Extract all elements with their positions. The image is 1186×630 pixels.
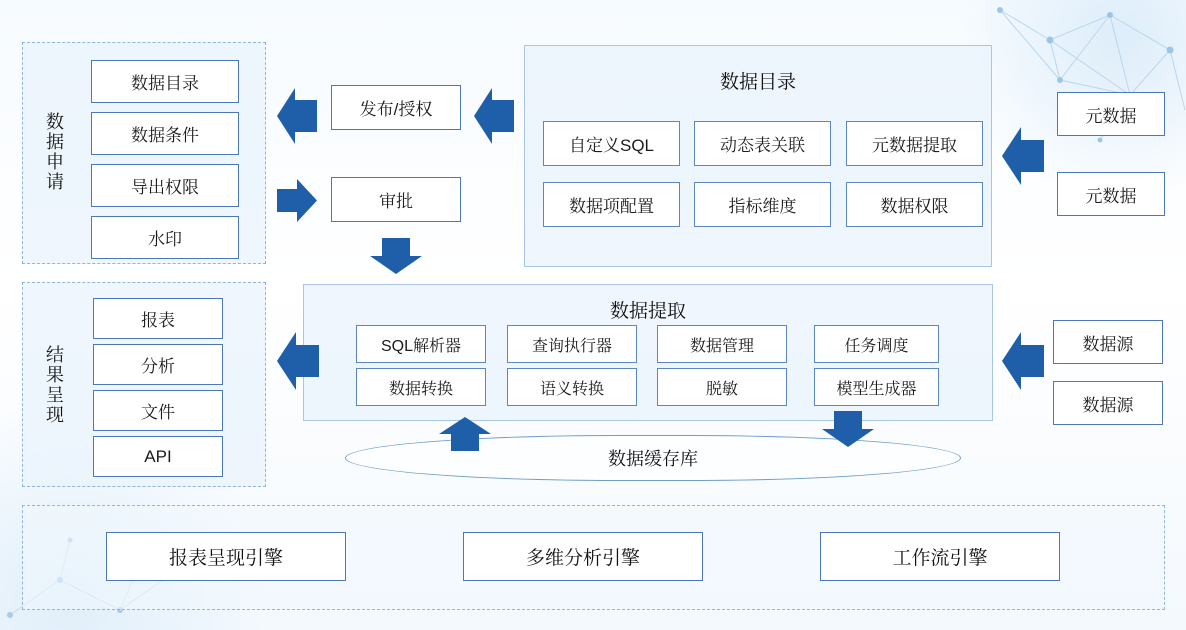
cell-data-catalog-apply[interactable]: 数据目录	[91, 60, 239, 103]
cell-data-management[interactable]: 数据管理	[657, 325, 787, 363]
cell-data-permission[interactable]: 数据权限	[846, 182, 983, 227]
cell-data-transform[interactable]: 数据转换	[356, 368, 486, 406]
cell-olap-engine[interactable]: 多维分析引擎	[463, 532, 703, 581]
arrow-approve-to-extract	[368, 236, 424, 276]
arrow-application-to-approve	[275, 178, 319, 223]
cell-query-executor[interactable]: 查询执行器	[507, 325, 637, 363]
cell-datasource-1[interactable]: 数据源	[1053, 320, 1163, 364]
cell-report-engine[interactable]: 报表呈现引擎	[106, 532, 346, 581]
arrow-extract-to-cache	[820, 411, 876, 449]
cell-datasource-2[interactable]: 数据源	[1053, 381, 1163, 425]
arrow-datasource-to-extract	[1000, 330, 1046, 392]
title-data-extraction	[303, 296, 993, 323]
cell-custom-sql[interactable]: 自定义SQL	[543, 121, 680, 166]
cell-dynamic-table-join[interactable]: 动态表关联	[694, 121, 831, 166]
cell-desensitization[interactable]: 脱敏	[657, 368, 787, 406]
cell-report[interactable]: 报表	[93, 298, 223, 339]
cell-data-condition[interactable]: 数据条件	[91, 112, 239, 155]
cache-database-label: 数据缓存库	[608, 449, 698, 469]
cell-workflow-engine[interactable]: 工作流引擎	[820, 532, 1060, 581]
title-data-catalog	[524, 67, 992, 94]
arrow-catalog-to-publish	[472, 86, 516, 146]
arrow-extract-to-result	[275, 330, 321, 392]
label-data-application	[30, 52, 78, 252]
cell-metadata-1[interactable]: 元数据	[1057, 92, 1165, 136]
arrow-publish-to-application	[275, 86, 319, 146]
cell-model-generator[interactable]: 模型生成器	[814, 368, 939, 406]
cell-analysis[interactable]: 分析	[93, 344, 223, 385]
arrow-cache-to-extract	[437, 417, 493, 453]
cell-data-item-config[interactable]: 数据项配置	[543, 182, 680, 227]
cell-watermark[interactable]: 水印	[91, 216, 239, 259]
title-data-catalog-text: 数据目录	[719, 72, 796, 93]
label-result-presentation-text: 结果呈现	[44, 344, 64, 425]
cell-metadata-2[interactable]: 元数据	[1057, 172, 1165, 216]
cell-file[interactable]: 文件	[93, 390, 223, 431]
cell-task-scheduling[interactable]: 任务调度	[814, 325, 939, 363]
arrow-metadata-to-catalog	[1000, 125, 1046, 187]
cell-sql-parser[interactable]: SQL解析器	[356, 325, 486, 363]
cell-publish-authorize[interactable]: 发布/授权	[331, 85, 461, 130]
cell-approve[interactable]: 审批	[331, 177, 461, 222]
label-data-application-text: 数据申请	[44, 112, 64, 192]
cell-metric-dimension[interactable]: 指标维度	[694, 182, 831, 227]
title-data-extraction-text: 数据提取	[609, 301, 686, 322]
cell-metadata-extract[interactable]: 元数据提取	[846, 121, 983, 166]
cell-api[interactable]: API	[93, 436, 223, 477]
cell-export-permission[interactable]: 导出权限	[91, 164, 239, 207]
cell-semantic-transform[interactable]: 语义转换	[507, 368, 637, 406]
label-result-presentation	[30, 292, 78, 477]
